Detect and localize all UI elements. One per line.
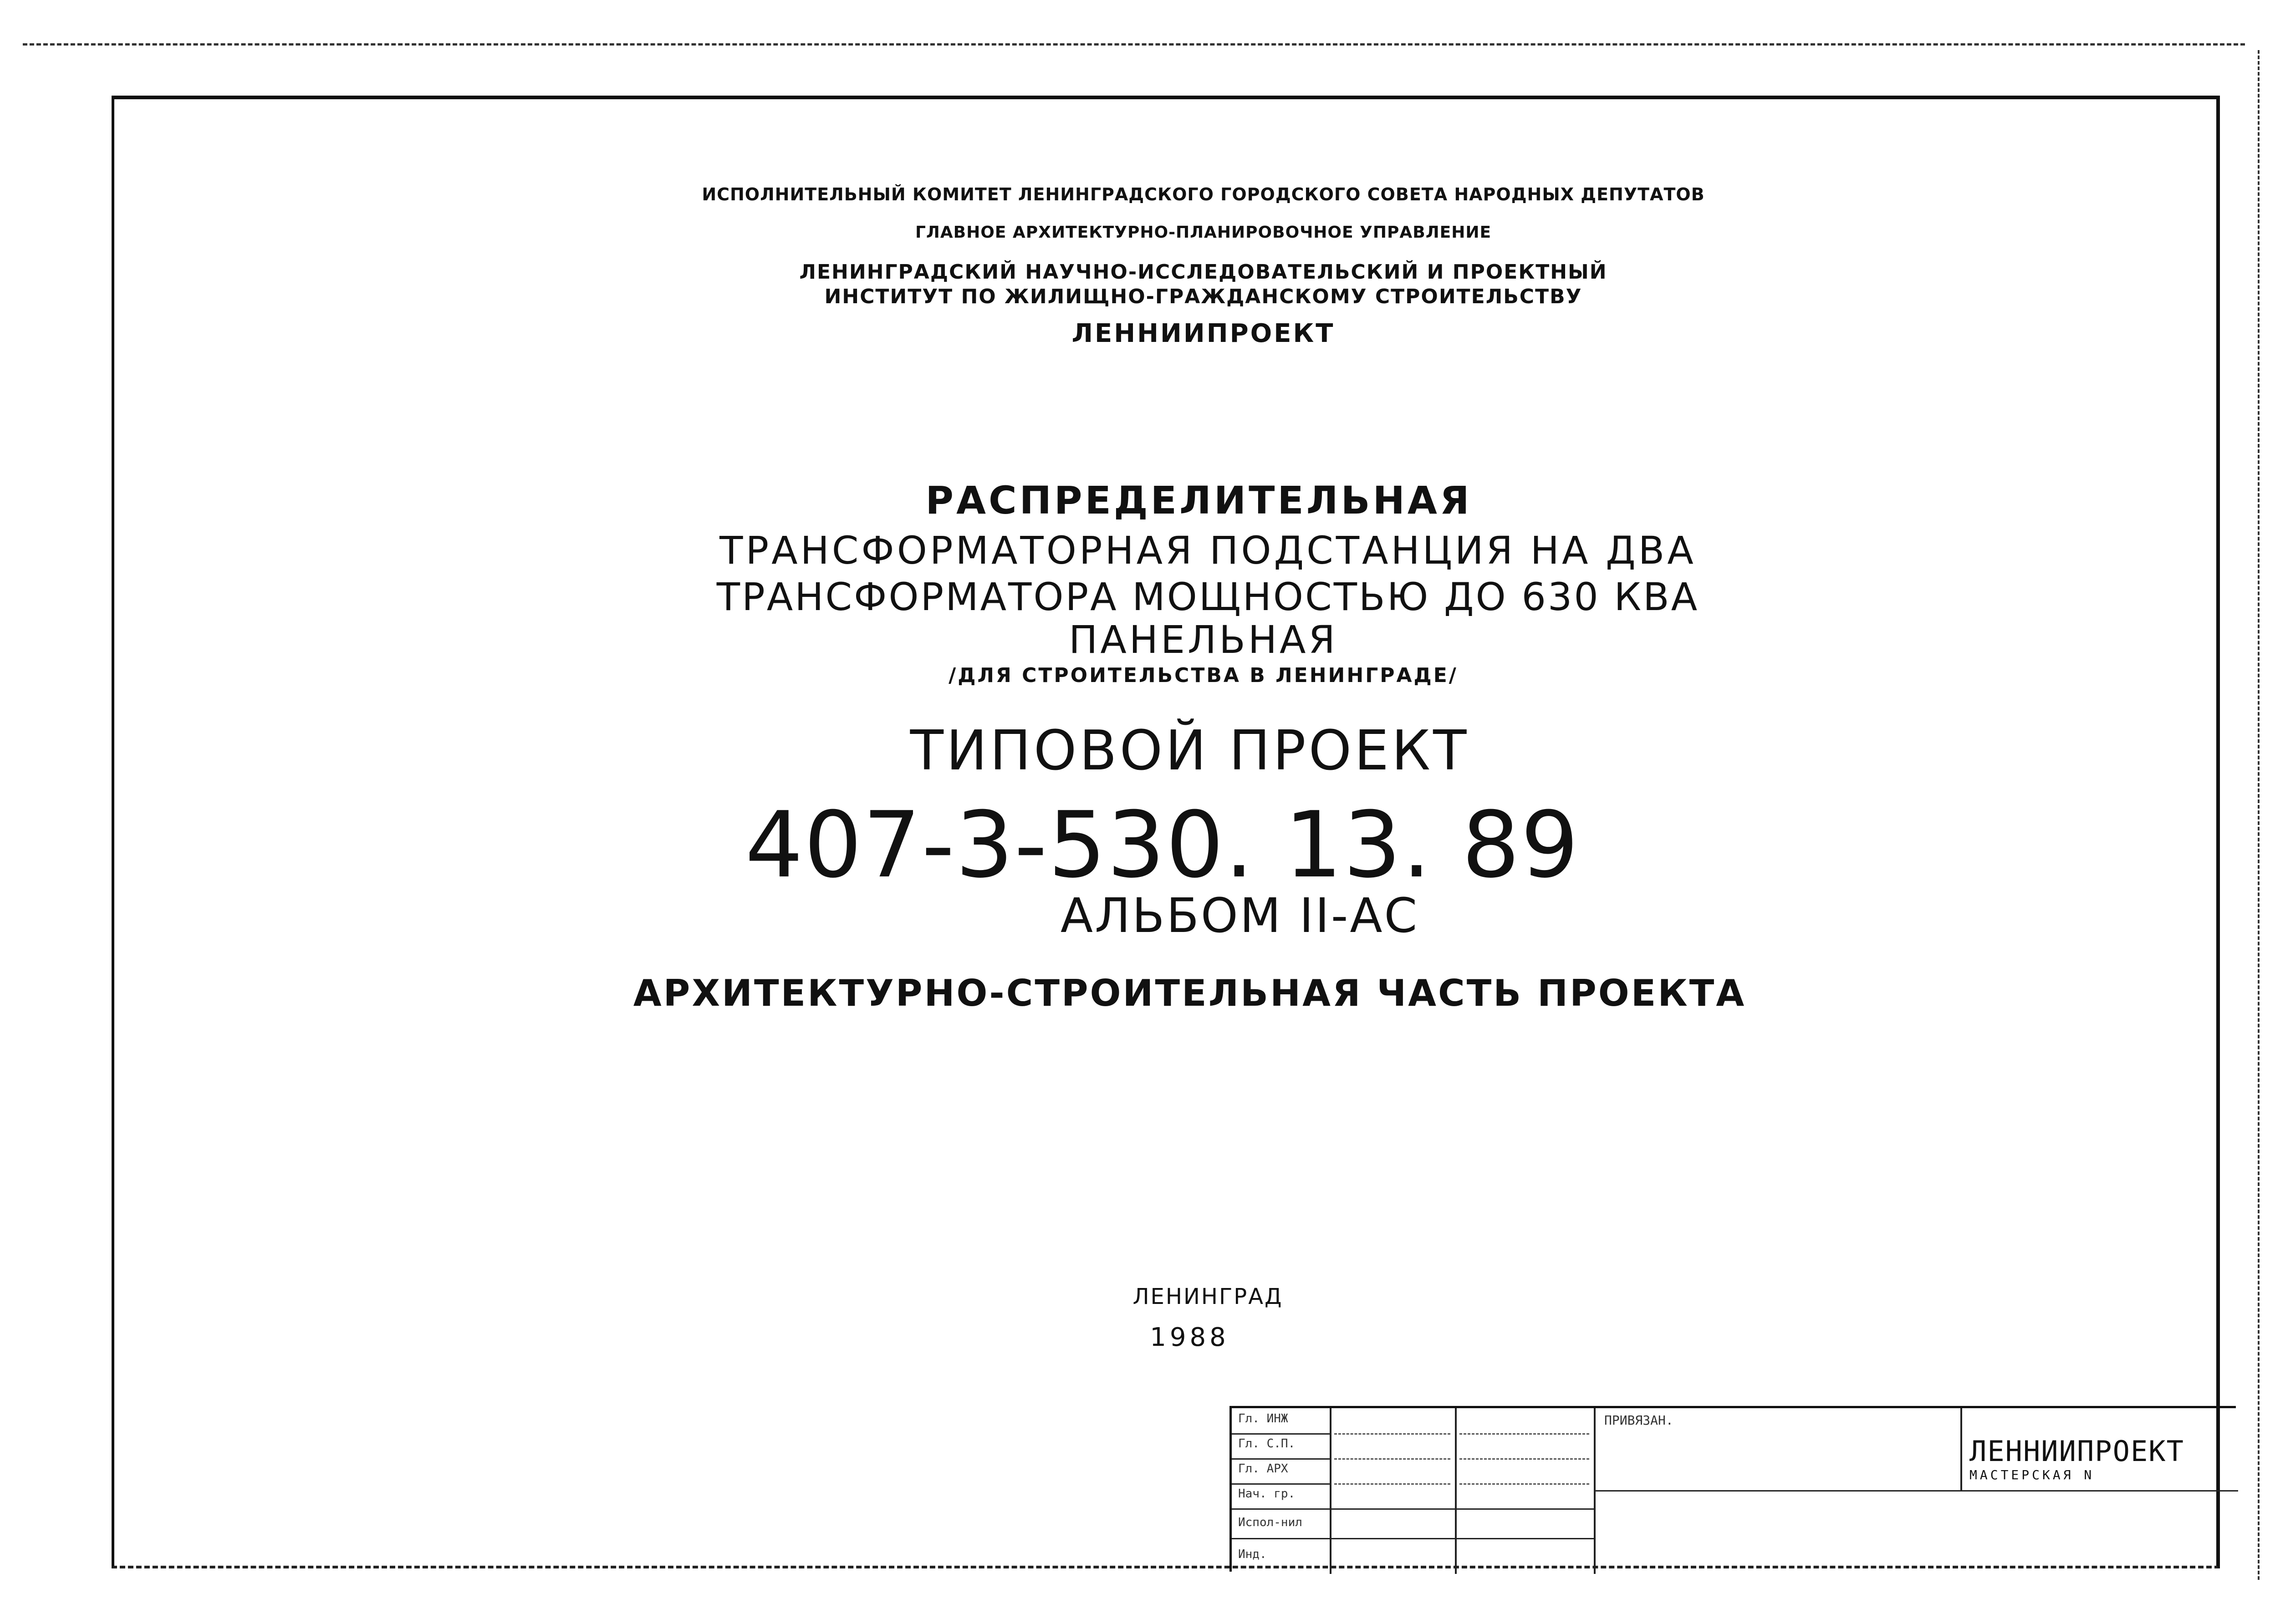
stamp-row-label: Гл. АРХ [1238, 1462, 1288, 1476]
imprint-city: ЛЕНИНГРАД [1132, 1284, 1283, 1309]
title-line-3: ТРАНСФОРМАТОРА МОЩНОСТЬЮ ДО 630 КВА [716, 575, 1699, 619]
org-main-department: ГЛАВНОЕ АРХИТЕКТУРНО-ПЛАНИРОВОЧНОЕ УПРАВЛЕНИЕ [915, 223, 1492, 242]
stamp-row-label: Инд. [1238, 1548, 1267, 1561]
stamp-row-line [1232, 1483, 1330, 1485]
stamp-row-line [1232, 1508, 1594, 1510]
stamp-row-line [1232, 1458, 1330, 1460]
stamp-row-label: Испол-нил [1238, 1516, 1302, 1529]
stamp-row-label: Гл. ИНЖ [1238, 1412, 1288, 1425]
stamp-approved-label: ПРИВЯЗАН. [1604, 1413, 1673, 1428]
project-number: 407-3-530. 13. 89 [745, 792, 1580, 898]
stamp-signature-line [1334, 1458, 1450, 1460]
stamp-date-line [1459, 1433, 1589, 1435]
title-line-1: РАСПРЕДЕЛИТЕЛЬНАЯ [925, 478, 1472, 523]
project-type-label: ТИПОВОЙ ПРОЕКТ [910, 719, 1469, 783]
title-line-4: ПАНЕЛЬНАЯ [1069, 617, 1338, 662]
stamp-row-label: Гл. С.П. [1238, 1437, 1296, 1451]
title-note: /ДЛЯ СТРОИТЕЛЬСТВА В ЛЕНИНГРАДЕ/ [949, 664, 1458, 687]
top-edge-rule [23, 43, 2245, 46]
stamp-row-line [1232, 1433, 1330, 1435]
stamp-row-label: Нач. гр. [1238, 1487, 1296, 1501]
stamp-date-line [1459, 1483, 1589, 1485]
stamp-row-line [1232, 1538, 1594, 1539]
stamp-workshop-label: МАСТЕРСКАЯ N [1969, 1467, 2095, 1482]
stamp-institute-name: ЛЕННИИПРОЕКТ [1969, 1435, 2184, 1468]
imprint-year: 1988 [1150, 1323, 1229, 1352]
album-label: АЛЬБОМ II-АС [1060, 888, 1419, 943]
stamp-date-line [1459, 1458, 1589, 1460]
title-line-2: ТРАНСФОРМАТОРНАЯ ПОДСТАНЦИЯ НА ДВА [719, 528, 1696, 573]
stamp-divider [1330, 1408, 1331, 1574]
org-research-institute-line1: ЛЕНИНГРАДСКИЙ НАУЧНО-ИССЛЕДОВАТЕЛЬСКИЙ И ПРОЕКТНЫЙ [799, 260, 1607, 284]
stamp-row-line [1594, 1490, 2238, 1492]
stamp-signature-line [1334, 1433, 1450, 1435]
stamp-divider [1960, 1408, 1962, 1490]
stamp-signature-line [1334, 1483, 1450, 1485]
institute-name: ЛЕННИИПРОЕКТ [1071, 319, 1335, 348]
stamp-divider [1455, 1408, 1457, 1574]
title-block-stamp [1229, 1406, 2236, 1572]
org-executive-committee: ИСПОЛНИТЕЛЬНЫЙ КОМИТЕТ ЛЕНИНГРАДСКОГО ГОРОДСКОГО СОВЕТА НАРОДНЫХ ДЕПУТАТОВ [702, 184, 1705, 204]
org-research-institute-line2: ИНСТИТУТ ПО ЖИЛИЩНО-ГРАЖДАНСКОМУ СТРОИТЕЛЬСТВУ [824, 285, 1582, 308]
project-part: АРХИТЕКТУРНО-СТРОИТЕЛЬНАЯ ЧАСТЬ ПРОЕКТА [633, 972, 1746, 1014]
